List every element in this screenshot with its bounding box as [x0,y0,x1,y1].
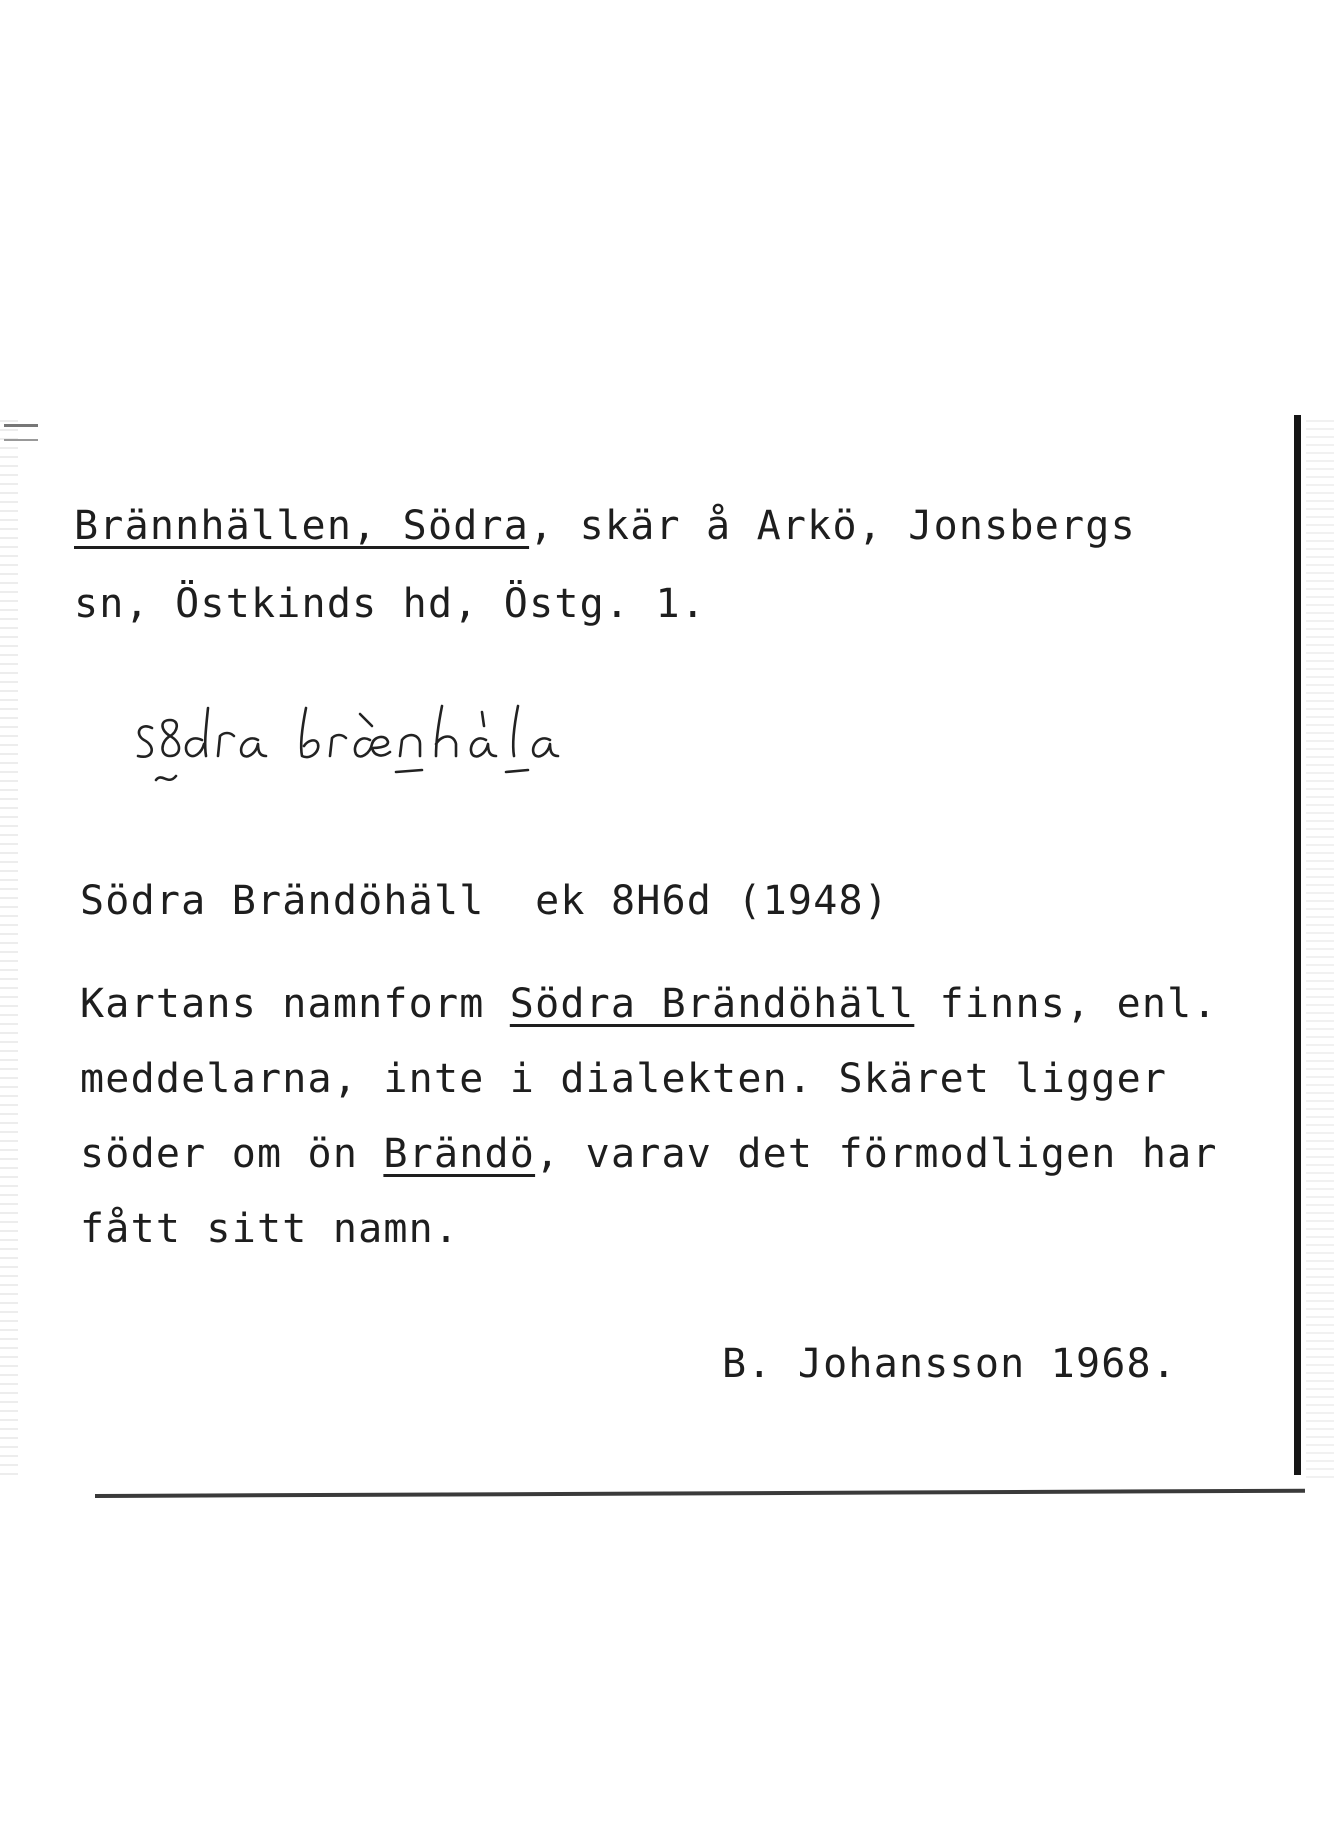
card-right-edge-shadow [1306,420,1334,1480]
corner-mark [4,424,38,441]
note-text: , varav det förmodligen har [535,1131,1218,1177]
heading-line-2: sn, Östkinds hd, Östg. 1. [74,581,707,627]
handwritten-phonetic-transcription-icon [130,700,690,800]
note-line-4: fått sitt namn. [80,1206,460,1252]
headword: Brännhällen, Södra [74,503,530,549]
island-name-reference: Brändö [383,1131,536,1177]
signature: B. Johansson 1968. [722,1341,1178,1387]
note-line-2: meddelarna, inte i dialekten. Skäret ligger [80,1056,1168,1102]
note-line-3 [80,1130,1218,1178]
map-reference-line [80,877,889,925]
index-card [0,415,1300,1475]
card-left-edge-shadow [0,420,18,1480]
map-sheet-reference: ek 8H6d (1948) [535,878,890,924]
map-name-reference: Södra Brändöhäll [509,981,915,1027]
pronunciation-text: sødra brænhäla [130,797,147,799]
note-text: söder om ön [80,1131,384,1177]
card-bottom-border [95,1489,1305,1498]
note-line-1 [80,980,1218,1028]
map-name: Södra Brändöhäll [80,878,485,924]
heading-line-1 [74,502,1136,550]
note-text: Kartans namnform [80,981,510,1027]
heading-location: , skär å Arkö, Jonsbergs [529,503,1136,549]
card-right-border [1294,415,1301,1475]
note-text: finns, enl. [914,981,1218,1027]
